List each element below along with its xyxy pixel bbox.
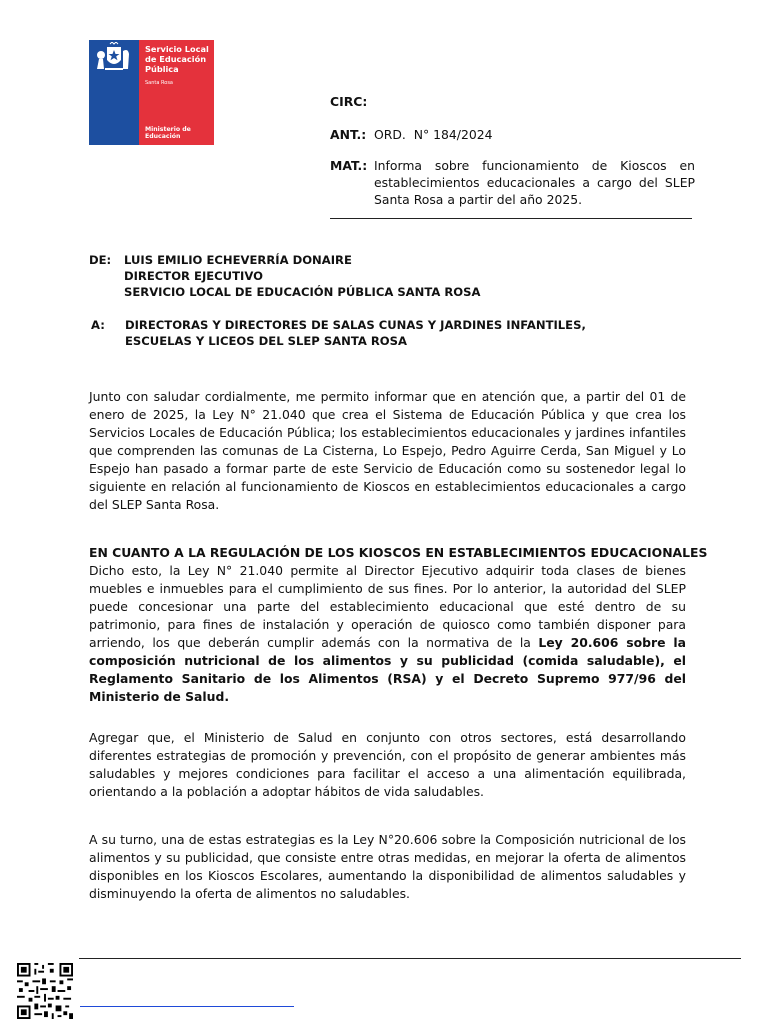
mat-value: Informa sobre funcionamiento de Kioscos en establecimientos educacionales a cargo del SLEP Santa Rosa a partir del año 2025. bbox=[374, 158, 695, 207]
logo-line-2: de Educación bbox=[145, 54, 207, 64]
ministry-line-1: Ministerio de bbox=[145, 126, 191, 133]
ant-label: ANT.: bbox=[330, 127, 367, 142]
from-position: DIRECTOR EJECUTIVO bbox=[124, 269, 263, 283]
to-line-2: ESCUELAS Y LICEOS DEL SLEP SANTA ROSA bbox=[125, 334, 407, 348]
circ-label: CIRC: bbox=[330, 94, 368, 109]
to-label: A: bbox=[91, 318, 105, 332]
from-block bbox=[89, 252, 481, 300]
to-line-1: DIRECTORAS Y DIRECTORES DE SALAS CUNAS Y JARDINES INFANTILES, bbox=[125, 318, 586, 332]
section-title: EN CUANTO A LA REGULACIÓN DE LOS KIOSCOS EN ESTABLECIMIENTOS EDUCACIONALES bbox=[89, 545, 708, 560]
header-divider bbox=[330, 218, 692, 219]
from-name: LUIS EMILIO ECHEVERRÍA DONAIRE bbox=[124, 253, 352, 267]
coat-of-arms-icon bbox=[93, 42, 135, 72]
body-paragraph-4: A su turno, una de estas estrategias es la Ley N°20.606 sobre la Composición nutricional de los alimentos y su publicidad, que consiste entre otras medidas, en mejorar la oferta de alimentos disponibles en los Kioscos Escolares, aumentando la disponibilidad de alimentos saludables y disminuyendo la oferta de alimentos no saludables. bbox=[89, 832, 686, 901]
body-paragraph-3: Agregar que, el Ministerio de Salud en conjunto con otros sectores, está desarrollando diferentes estrategias de promoción y prevención, con el propósito de generar ambientes más saludables y mejores condiciones para facilitar el acceso a una alimentación equilibrada, orientando a la población a adoptar hábitos de vida saludables. bbox=[89, 730, 686, 799]
footer-link-underline[interactable] bbox=[80, 1006, 294, 1007]
logo-ministry bbox=[145, 126, 191, 140]
mat-label: MAT.: bbox=[330, 158, 368, 173]
body-paragraph-2 bbox=[89, 562, 686, 706]
logo-line-1: Servicio Local bbox=[145, 44, 209, 54]
footer-divider bbox=[79, 958, 741, 959]
paragraph-2-text: Dicho esto, la Ley N° 21.040 permite al Director Ejecutivo adquirir toda clases de bienes muebles e inmuebles para el cumplimiento de sus fines. Por lo anterior, la autoridad del SLEP puede concesionar una parte del establecimiento educacional que esté dentro de su patrimonio, para fines de instalación y operación de quiosco como también disponer para arriendo, los que deberán cumplir además con la normativa de la bbox=[89, 563, 686, 650]
slep-logo bbox=[89, 40, 214, 145]
paragraph-2-bold: Ley 20.606 sobre la composición nutricional de los alimentos y su publicidad (comida saludable), el Reglamento Sanitario de los Alimentos (RSA) y el Decreto Supremo 977/96 del Ministerio de Salud. bbox=[89, 635, 686, 704]
ant-value: ORD. N° 184/2024 bbox=[374, 127, 493, 142]
from-label: DE: bbox=[89, 253, 112, 267]
logo-blue-panel bbox=[89, 40, 139, 145]
qr-code-icon bbox=[17, 963, 73, 1019]
logo-subtitle: Santa Rosa bbox=[145, 80, 173, 86]
logo-line-3: Pública bbox=[145, 64, 179, 74]
ministry-line-2: Educación bbox=[145, 133, 181, 140]
body-paragraph-1: Junto con saludar cordialmente, me permito informar que en atención que, a partir del 01 de enero de 2025, la Ley N° 21.040 que crea el Sistema de Educación Pública y que crea los Servicios Locales de Educación Pública; los establecimientos educacionales y jardines infantiles que comprenden las comunas de La Cisterna, Lo Espejo, Pedro Aguirre Cerda, San Miguel y Lo Espejo han pasado a formar parte de este Servicio de Educación como su sostenedor legal lo siguiente en relación al funcionamiento de Kioscos en establecimientos educacionales a cargo del SLEP Santa Rosa. bbox=[89, 389, 686, 512]
to-block bbox=[91, 317, 586, 349]
from-organization: SERVICIO LOCAL DE EDUCACIÓN PÚBLICA SANTA ROSA bbox=[124, 285, 481, 299]
logo-title bbox=[145, 44, 209, 74]
